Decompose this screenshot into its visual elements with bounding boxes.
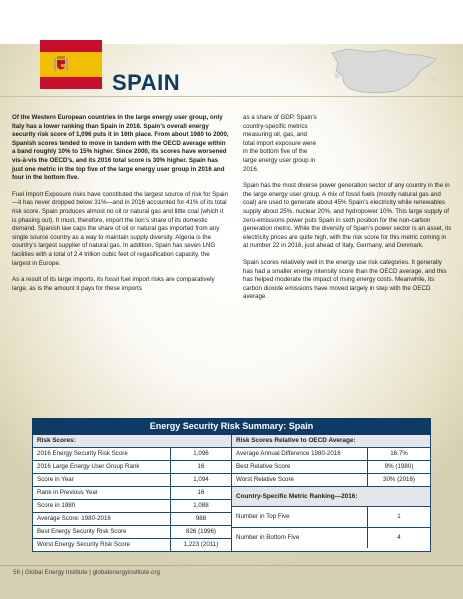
- metric-ranking-header: Country-Specific Metric Ranking—2016:: [232, 487, 430, 507]
- relative-scores-header: Risk Scores Relative to OECD Average:: [232, 435, 430, 448]
- coat-of-arms-icon: [53, 55, 69, 74]
- table-row: Score in Year 1,094: [33, 474, 231, 487]
- footer-divider: [0, 565, 463, 566]
- table-title: Energy Security Risk Summary: Spain: [32, 418, 431, 435]
- country-title: SPAIN: [112, 70, 181, 95]
- table-row: Worst Relative Score 30% (2016): [232, 474, 430, 487]
- table-row: Number in Top Five 1: [232, 507, 430, 528]
- paragraph-gdp: as a share of GDP. Spain’s country-specific metrics measuring oil, gas, and total import exposure were in the bottom five of the large energy user group in 2016.: [243, 114, 317, 173]
- risk-scores-header: Risk Scores:: [33, 435, 231, 448]
- body-column-right: [243, 114, 453, 310]
- spain-flag-icon: [40, 40, 102, 89]
- table-row: Rank in Previous Year 16: [33, 487, 231, 500]
- table-row: Worst Energy Security Risk Score 1,223 (2011): [33, 539, 231, 551]
- body-column-left: [12, 114, 229, 301]
- table-row: Score in 1980 1,088: [33, 500, 231, 513]
- top-band: [0, 0, 463, 44]
- relative-scores-section: [232, 435, 430, 551]
- paragraph-imports: As a result of its large imports, its fossil fuel import risks are comparatively large, as is the amount it pays for these imports: [12, 276, 215, 292]
- table-row: Average Annual Difference 1980-2016 16.7%: [232, 448, 430, 461]
- table-row: Number in Bottom Five 4: [232, 528, 430, 548]
- page-footer: 56 | Global Energy Institute | globalenergyinstitute.org: [13, 569, 160, 576]
- paragraph-fuel-import: Fuel Import Exposure risks have constituted the largest source of risk for Spain—it has never dropped below 31%—and in 2016 accounted for 41% of its total risk score. Spain produces almost no oil or natural gas and little coal (which it is phasing out). It must, therefore, import the lion’s share of its domestic demand. Spanish law caps the share of oil or natural gas imported from any single source country as a way to maintain supply diversity. Algeria is the country’s largest supplier of natural gas. In addition, Spain has seven LNG facilities with a total of 2.4 trillion cubic feet of regasification capacity, the largest in Europe.: [12, 190, 228, 267]
- title-divider: [0, 96, 463, 97]
- table-row: 2016 Energy Security Risk Score 1,096: [33, 448, 231, 461]
- risk-scores-section: [33, 435, 232, 551]
- spain-map-icon: [326, 45, 448, 97]
- risk-summary-table: [32, 418, 431, 552]
- paragraph-power: Spain has the most diverse power generation sector of any country in the in the large energy user group. A mix of fossil fuels (mostly natural gas and coal) are used to generate about 45% Spain’s electricity while renewables supply about 25%, nuclear 20%, and hydropower 10%. This large supply of zero-emissions power puts Spain in sixth position for the non-carbon generation metric. While the diversity of Spain’s power sector is an asset, its electricity prices are quite high, with the risk score for this metric coming in at number 22 in 2016, just ahead of Italy, Germany, and Denmark.: [243, 182, 452, 250]
- table-row: Best Relative Score 9% (1980): [232, 461, 430, 474]
- table-row: Best Energy Security Risk Score 826 (1996): [33, 526, 231, 539]
- table-row: 2016 Large Energy User Group Rank 16: [33, 461, 231, 474]
- paragraph-energy-use: Spain scores relatively well in the energy use risk categories. It generally has had a smaller energy intensity score than the OECD average, and this has helped moderate the impact of rising energy costs. Meanwhile, its carbon dioxide emissions have moved largely in step with the OECD average.: [243, 258, 447, 301]
- intro-paragraph: Of the Western European countries in the large energy user group, only Italy has a lower ranking than Spain in 2016. Spain’s overall energy security risk score of 1,096 puts it in 16th place. From about 1980 to 2000, Spanish scores tended to move in tandem with the OECD average within a band roughly 10% to 15% higher. Since 2000, its scores have worsened vis-à-vis the OECD’s, and its 2016 total score is 30% higher. Spain has just one metric in the top five of the large energy user group in 2016 and four in the bottom five.: [12, 114, 229, 182]
- table-row: Average Score: 1980-2016 988: [33, 513, 231, 526]
